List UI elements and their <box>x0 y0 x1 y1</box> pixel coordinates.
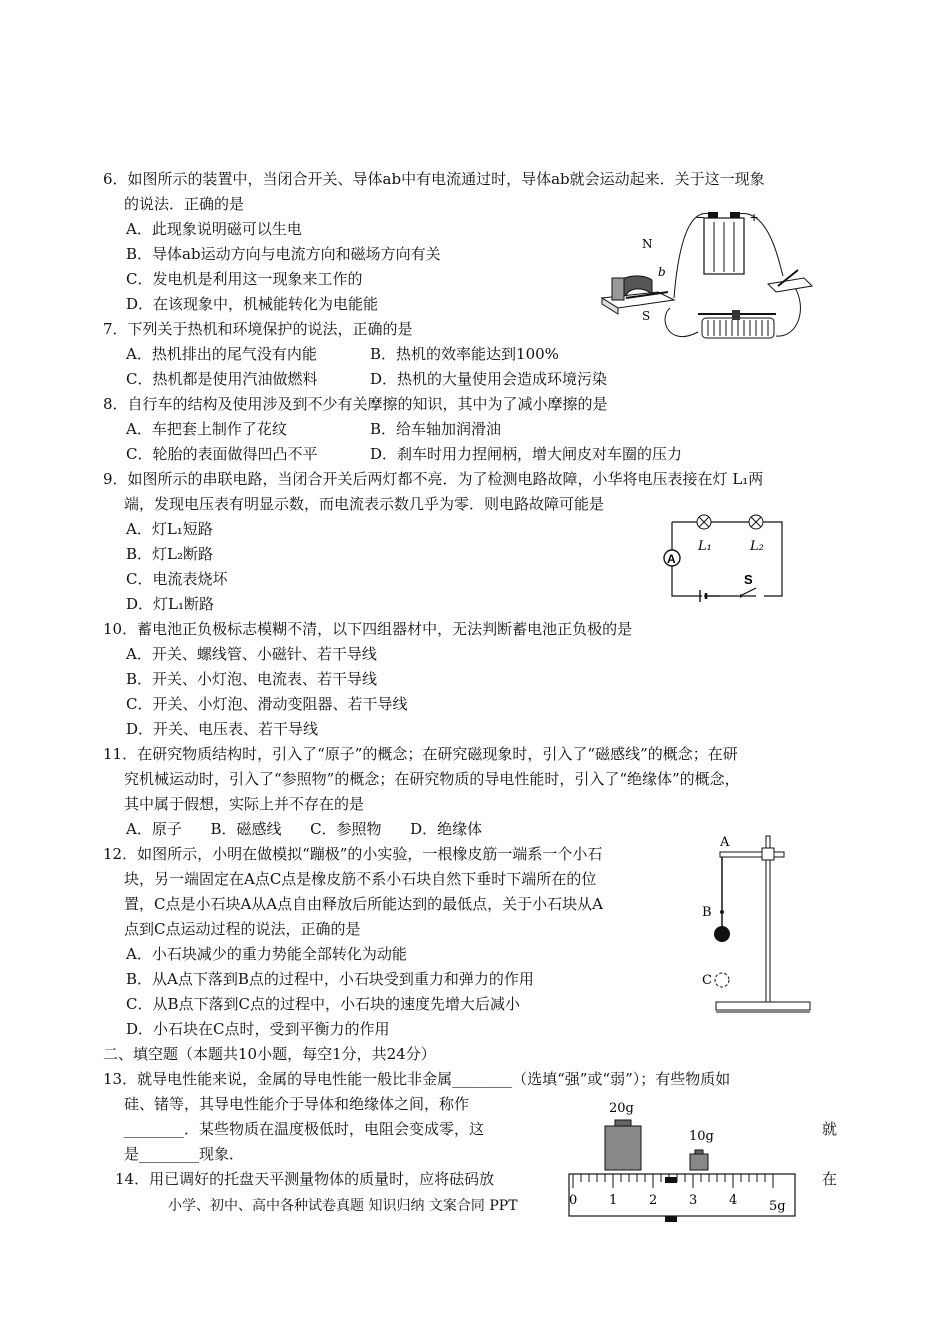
magnet-s-label: S <box>642 309 651 323</box>
q7-stem: 7．下列关于热机和环境保护的说法，正确的是 <box>103 320 413 338</box>
q12-stem-line3: 置，C点是小石块A从A点自由释放后所能达到的最低点，关于小石块从A <box>124 895 603 913</box>
battery-plus-label: + <box>750 209 759 225</box>
q11-stem-line2: 究机械运动时，引入了“参照物”的概念；在研究物质的导电性能时，引入了“绝缘体”的概念， <box>124 770 740 788</box>
scale-tick-2: 2 <box>649 1193 658 1208</box>
q6-option-a: A．此现象说明磁可以生电 <box>126 220 302 238</box>
q14-line1-right: 在 <box>822 1170 838 1188</box>
point-b-label: B <box>702 905 712 920</box>
q6-option-b: B．导体ab运动方向与电流方向和磁场方向有关 <box>126 245 441 263</box>
q6-option-d: D．在该现象中，机械能转化为电能能 <box>126 295 379 313</box>
q6-motor-figure <box>598 208 823 356</box>
q12-bungee-figure <box>700 832 815 1022</box>
q9-option-d: D．灯L₁断路 <box>126 595 215 613</box>
weight-20g-label: 20g <box>609 1101 634 1116</box>
q8-option-b: B．给车轴加润滑油 <box>370 420 502 438</box>
q9-circuit-figure <box>660 508 790 606</box>
q10-option-c: C．开关、小灯泡、滑动变阻器、若干导线 <box>126 695 408 713</box>
q13-line3-right: 就 <box>822 1120 838 1138</box>
q6-option-c: C．发电机是利用这一现象来工作的 <box>126 270 363 288</box>
scale-tick-4: 4 <box>729 1193 738 1208</box>
scale-tick-5g: 5g <box>769 1199 786 1214</box>
q7-option-c: C．热机都是使用汽油做燃料 <box>126 370 318 388</box>
q11-stem-line3: 其中属于假想，实际上并不存在的是 <box>124 795 365 813</box>
point-c-label: C <box>702 973 712 988</box>
q8-option-d: D．刹车时用力捏闸柄，增大闸皮对车圈的压力 <box>370 445 683 463</box>
q12-stem-line1: 12．如图所示，小明在做模拟“蹦极”的小实验，一根橡皮筋一端系一个小石 <box>103 845 603 863</box>
q12-stem-line4: 点到C点运动过程的说法，正确的是 <box>124 920 361 938</box>
battery-minus-label: − <box>696 209 705 225</box>
scale-tick-3: 3 <box>689 1193 698 1208</box>
q9-option-a: A．灯L₁短路 <box>126 520 213 538</box>
q13-line2: 硅、锗等，其导电性能介于导体和绝缘体之间，称作 <box>124 1095 470 1113</box>
scale-tick-1: 1 <box>609 1193 618 1208</box>
q14-line1-left: 14．用已调好的托盘天平测量物体的质量时，应将砝码放 <box>115 1170 495 1188</box>
scale-tick-0: 0 <box>569 1193 578 1208</box>
q7-option-b: B．热机的效率能达到100% <box>370 345 559 363</box>
q10-option-b: B．开关、小灯泡、电流表、若干导线 <box>126 670 378 688</box>
q8-stem: 8．自行车的结构及使用涉及到不少有关摩擦的知识，其中为了减小摩擦的是 <box>103 395 608 413</box>
point-a-label: A <box>720 835 730 850</box>
q8-option-c: C．轮胎的表面做得凹凸不平 <box>126 445 318 463</box>
lamp-l2-label: L₂ <box>750 539 764 554</box>
lamp-l1-label: L₁ <box>698 539 712 554</box>
q14-balance-figure <box>565 1098 800 1228</box>
q7-option-a: A．热机排出的尾气没有内能 <box>126 345 317 363</box>
q12-option-c: C．从B点下落到C点的过程中，小石块的速度先增大后减小 <box>126 995 520 1013</box>
q10-option-a: A．开关、螺线管、小磁针、若干导线 <box>126 645 377 663</box>
q11-stem-line1: 11．在研究物质结构时，引入了“原子”的概念；在研究磁现象时，引入了“磁感线”的概念；在研 <box>103 745 738 763</box>
q8-option-a: A．车把套上制作了花纹 <box>126 420 287 438</box>
magnet-n-label: N <box>642 237 653 251</box>
q9-option-b: B．灯L₂断路 <box>126 545 213 563</box>
q10-option-d: D．开关、电压表、若干导线 <box>126 720 319 738</box>
q13-line3-left: ________．某些物质在温度极低时，电阻会变成零，这 <box>124 1120 485 1138</box>
q6-stem-line1: 6．如图所示的装置中，当闭合开关、导体ab中有电流通过时，导体ab就会运动起来．关于这一现象 <box>103 170 765 188</box>
section-2-heading: 二、填空题（本题共10小题，每空1分，共24分） <box>103 1045 436 1063</box>
q7-option-d: D．热机的大量使用会造成环境污染 <box>370 370 608 388</box>
q11-options: A．原子 B．磁感线 C．参照物 D．绝缘体 <box>126 820 483 838</box>
footer-text: 小学、初中、高中各种试卷真题 知识归纳 文案合同 PPT <box>168 1198 518 1214</box>
q9-stem-line1: 9．如图所示的串联电路，当闭合开关后两灯都不亮．为了检测电路故障，小华将电压表接在灯 L₁两 <box>103 470 764 488</box>
weight-10g-label: 10g <box>689 1129 714 1144</box>
q12-option-b: B．从A点下落到B点的过程中，小石块受到重力和弹力的作用 <box>126 970 534 988</box>
conductor-b-label: b <box>658 265 666 279</box>
q13-line1: 13．就导电性能来说，金属的导电性能一般比非金属________（选填“强”或“弱”）；有些物质如 <box>103 1070 731 1088</box>
switch-s-label: S <box>744 572 753 587</box>
ammeter-label: A <box>667 552 676 566</box>
q9-option-c: C．电流表烧坏 <box>126 570 228 588</box>
q12-option-d: D．小石块在C点时，受到平衡力的作用 <box>126 1020 390 1038</box>
q12-option-a: A．小石块减少的重力势能全部转化为动能 <box>126 945 407 963</box>
q12-stem-line2: 块，另一端固定在A点C点是橡皮筋不系小石块自然下垂时下端所在的位 <box>124 870 597 888</box>
q10-stem: 10．蓄电池正负极标志模糊不清，以下四组器材中，无法判断蓄电池正负极的是 <box>103 620 633 638</box>
q13-line4: 是________现象． <box>124 1145 245 1163</box>
q6-stem-line2: 的说法．正确的是 <box>124 195 245 213</box>
q9-stem-line2: 端，发现电压表有明显示数，而电流表示数几乎为零．则电路故障可能是 <box>124 495 605 513</box>
